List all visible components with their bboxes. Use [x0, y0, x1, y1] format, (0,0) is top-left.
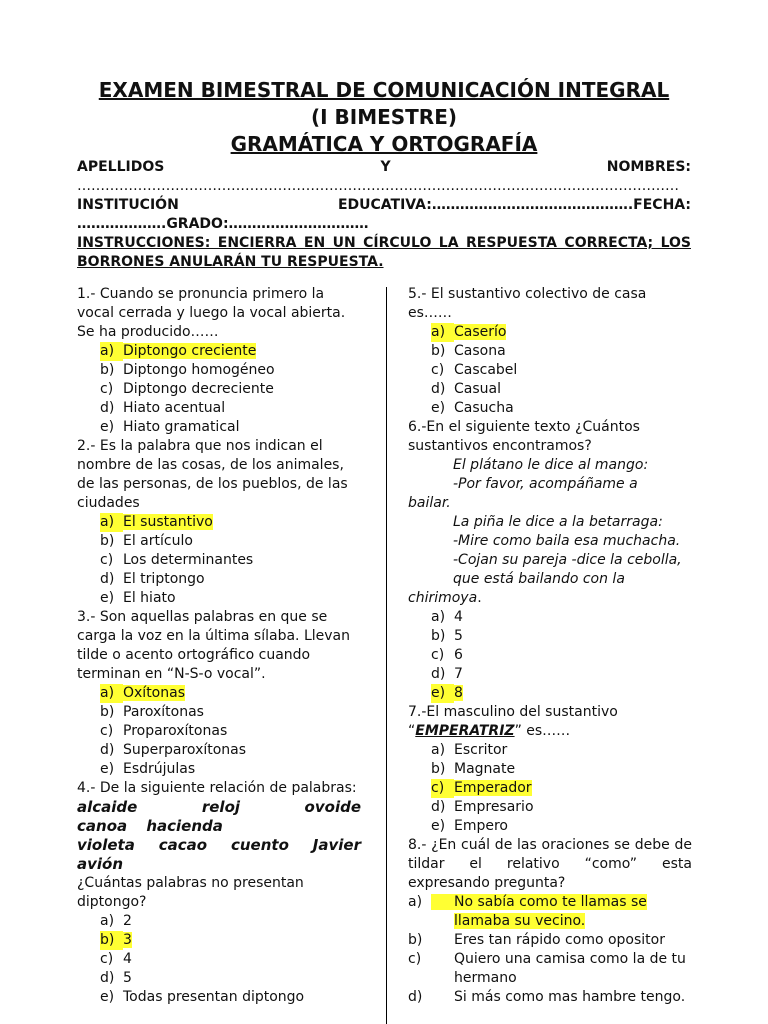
option-letter: b): [100, 704, 115, 720]
q8-option-b[interactable]: [408, 931, 692, 950]
title-line-1: EXAMEN BIMESTRAL DE COMUNICACIÓN INTEGRAL: [98, 78, 670, 102]
option-letter: e): [431, 818, 446, 834]
word-list-line-3: violeta cacao cuento Javier: [77, 836, 361, 854]
question-4-text: 4.- De la siguiente relación de palabras:: [77, 780, 357, 796]
q6-option-a[interactable]: [408, 608, 692, 627]
option-text: Quiero una camisa como la de tu hermano: [454, 951, 686, 986]
q7-option-c[interactable]: [408, 779, 692, 798]
word-list-line-1: alcaide reloj ovoide: [77, 798, 361, 816]
option-letter: d): [431, 799, 446, 815]
column-divider: [386, 287, 387, 1024]
option-text: Casucha: [454, 400, 514, 416]
question-3-text: 3.- Son aquellas palabras en que se carga la voz en la última sílaba. Llevan tilde o acento ortográfico cuando terminan en “N-S-o vocal”.: [77, 609, 350, 682]
instructions: INSTRUCCIONES: ENCIERRA EN UN CÍRCULO LA RESPUESTA CORRECTA; LOS BORRONES ANULARÁN TU RESPUESTA.: [77, 235, 691, 270]
right-column: [408, 285, 692, 1007]
option-text: Cascabel: [454, 362, 518, 378]
option-text: 8: [454, 685, 463, 701]
institucion-label: INSTITUCIÓN: [77, 197, 179, 213]
q3-option-e[interactable]: [77, 760, 361, 779]
option-letter: c): [431, 647, 445, 663]
option-text: Casual: [454, 381, 501, 397]
option-text: Casona: [454, 343, 506, 359]
poem-line-6b: chirimoya.: [408, 590, 482, 606]
option-text: 4: [123, 951, 132, 967]
q7-option-e[interactable]: [408, 817, 692, 836]
name-dots-line: …………………………………………………………………………………………………………………: [77, 178, 679, 194]
option-letter: d): [100, 400, 115, 416]
keyword: EMPERATRIZ: [415, 723, 515, 739]
q4-option-a[interactable]: [77, 912, 361, 931]
option-content: [408, 894, 647, 929]
option-text: Caserío: [454, 324, 507, 340]
poem-line-3: La piña le dice a la betarraga:: [453, 514, 663, 530]
question-2-text: 2.- Es la palabra que nos indican el nombre de las cosas, de los animales, de las personas, de los pueblos, de las ciudades: [77, 438, 348, 511]
q2-option-e[interactable]: [77, 589, 361, 608]
option-letter: d): [100, 970, 115, 986]
option-letter: e): [100, 419, 115, 435]
poem-line-4: -Mire como baila esa muchacha.: [453, 533, 681, 549]
word-list-line-2: canoa hacienda: [77, 817, 223, 835]
option-text: Diptongo homogéneo: [123, 362, 275, 378]
option-letter: a): [431, 323, 454, 342]
option-text: Diptongo decreciente: [123, 381, 274, 397]
option-letter: a): [100, 513, 123, 532]
option-letter: c): [431, 362, 445, 378]
option-letter: e): [431, 400, 446, 416]
q1-option-a[interactable]: [77, 342, 361, 361]
option-letter: e): [431, 684, 454, 703]
option-letter: c): [431, 779, 454, 798]
nombres-label: NOMBRES:: [606, 159, 691, 175]
option-text: Esdrújulas: [123, 761, 196, 777]
option-letter: d): [431, 381, 446, 397]
q5-option-d[interactable]: [408, 380, 692, 399]
q4-option-e[interactable]: [77, 988, 361, 1007]
left-column: [77, 285, 361, 1007]
institucion-line: [77, 196, 691, 215]
option-text: Oxítonas: [123, 685, 185, 701]
poem-line-6: que está bailando con la: [453, 571, 625, 587]
option-letter: e): [100, 590, 115, 606]
option-text: Magnate: [454, 761, 516, 777]
option-letter: c): [408, 951, 422, 967]
title-line-3: GRAMÁTICA Y ORTOGRAFÍA: [230, 132, 538, 156]
q7-option-a[interactable]: [408, 741, 692, 760]
option-letter: b): [100, 533, 115, 549]
q4-option-c[interactable]: [77, 950, 361, 969]
word-list-line-4: avión: [77, 855, 124, 873]
option-letter: d): [100, 571, 115, 587]
q1-option-b[interactable]: [77, 361, 361, 380]
q6-option-c[interactable]: [408, 646, 692, 665]
option-text: No sabía como te llamas se llamaba su vecino.: [454, 894, 647, 929]
option-text: 3: [123, 932, 132, 948]
question-4: [77, 779, 361, 1007]
option-letter: b): [408, 932, 423, 948]
option-text: El artículo: [123, 533, 193, 549]
q2-option-a[interactable]: [77, 513, 361, 532]
option-text: Hiato gramatical: [123, 419, 240, 435]
q2-option-d[interactable]: [77, 570, 361, 589]
q8-option-a[interactable]: [408, 893, 692, 931]
option-letter: a): [100, 684, 123, 703]
option-text: Paroxítonas: [123, 704, 204, 720]
option-text: Los determinantes: [123, 552, 254, 568]
question-5-text: 5.- El sustantivo colectivo de casa es……: [408, 286, 647, 321]
q3-option-b[interactable]: [77, 703, 361, 722]
question-8: [408, 836, 692, 1007]
q4-option-b[interactable]: [77, 931, 361, 950]
option-text: El hiato: [123, 590, 176, 606]
option-letter: a): [100, 342, 123, 361]
grado-line: ……………….GRADO:…………………………: [77, 216, 369, 232]
question-3: [77, 608, 361, 779]
option-text: Si más como mas hambre tengo.: [454, 989, 686, 1005]
q7-option-d[interactable]: [408, 798, 692, 817]
q3-option-c[interactable]: [77, 722, 361, 741]
option-text: Superparoxítonas: [123, 742, 247, 758]
option-letter: a): [431, 742, 446, 758]
option-letter: a): [408, 894, 423, 910]
option-letter: b): [431, 761, 446, 777]
option-text: Escritor: [454, 742, 508, 758]
poem-line-5: -Cojan su pareja -dice la cebolla,: [453, 552, 682, 568]
q3-option-d[interactable]: [77, 741, 361, 760]
option-letter: b): [431, 343, 446, 359]
option-letter: a): [431, 609, 446, 625]
option-text: Empero: [454, 818, 508, 834]
option-letter: b): [431, 628, 446, 644]
poem-line-1: El plátano le dice al mango:: [453, 457, 649, 473]
option-text: 2: [123, 913, 132, 929]
q5-option-e[interactable]: [408, 399, 692, 418]
option-letter: c): [100, 381, 114, 397]
option-letter: b): [100, 362, 115, 378]
apellidos-line: [77, 158, 691, 177]
option-text: 7: [454, 666, 463, 682]
poem-line-2b: bailar.: [408, 495, 451, 511]
option-text: 6: [454, 647, 463, 663]
educativa-fecha-label: EDUCATIVA:…………………………………….FECHA:: [337, 197, 691, 213]
title-line-2: (I BIMESTRE): [310, 105, 458, 129]
q5-option-c[interactable]: [408, 361, 692, 380]
question-6: [408, 418, 692, 703]
option-text: Empresario: [454, 799, 534, 815]
option-text: Hiato acentual: [123, 400, 226, 416]
poem-line-6b-text: chirimoya: [408, 590, 478, 606]
option-letter: c): [100, 552, 114, 568]
option-text: Emperador: [454, 780, 532, 796]
question-6-text: 6.-En el siguiente texto ¿Cuántos sustantivos encontramos?: [408, 419, 640, 454]
option-text: Diptongo creciente: [123, 343, 257, 359]
option-letter: d): [100, 742, 115, 758]
q1-option-e[interactable]: [77, 418, 361, 437]
q6-option-d[interactable]: [408, 665, 692, 684]
option-text: El triptongo: [123, 571, 205, 587]
q8-option-c[interactable]: [408, 950, 692, 988]
option-letter: c): [100, 951, 114, 967]
y-label: Y: [380, 159, 391, 175]
question-7-text: 7.-El masculino del sustantivo: [408, 704, 618, 720]
option-letter: d): [431, 666, 446, 682]
q6-option-b[interactable]: [408, 627, 692, 646]
question-8-text: 8.- ¿En cuál de las oraciones se debe de tildar el relativo “como” esta expresando pregunta?: [408, 837, 692, 891]
apellidos-label: APELLIDOS: [77, 159, 165, 175]
option-text: Todas presentan diptongo: [123, 989, 305, 1005]
question-7: [408, 703, 692, 836]
option-text: 4: [454, 609, 463, 625]
q6-option-e[interactable]: [408, 684, 692, 703]
q2-option-c[interactable]: [77, 551, 361, 570]
option-text: Eres tan rápido como opositor: [454, 932, 665, 948]
q5-option-a[interactable]: [408, 323, 692, 342]
question-1-text: 1.- Cuando se pronuncia primero la vocal cerrada y luego la vocal abierta. Se ha producido……: [77, 286, 346, 340]
option-text: 5: [123, 970, 132, 986]
poem-line-2: -Por favor, acompáñame a: [453, 476, 638, 492]
q4-option-d[interactable]: [77, 969, 361, 988]
q8-option-d[interactable]: [408, 988, 692, 1007]
option-text: 5: [454, 628, 463, 644]
q1-option-c[interactable]: [77, 380, 361, 399]
q2-option-b[interactable]: [77, 532, 361, 551]
option-letter: e): [100, 761, 115, 777]
quote-close: ” es……: [514, 723, 571, 739]
question-1: [77, 285, 361, 437]
option-letter: e): [100, 989, 115, 1005]
option-letter: b): [100, 931, 123, 950]
option-text: Proparoxítonas: [123, 723, 228, 739]
q3-option-a[interactable]: [77, 684, 361, 703]
quote-open: “: [408, 723, 416, 739]
option-text: El sustantivo: [123, 514, 213, 530]
question-4-prompt: ¿Cuántas palabras no presentan diptongo?: [77, 875, 304, 910]
option-letter: d): [408, 989, 423, 1005]
question-2: [77, 437, 361, 608]
q7-option-b[interactable]: [408, 760, 692, 779]
option-letter: a): [100, 913, 115, 929]
question-7-text-2: [408, 722, 692, 741]
q5-option-b[interactable]: [408, 342, 692, 361]
question-5: [408, 285, 692, 418]
q1-option-d[interactable]: [77, 399, 361, 418]
option-letter: c): [100, 723, 114, 739]
